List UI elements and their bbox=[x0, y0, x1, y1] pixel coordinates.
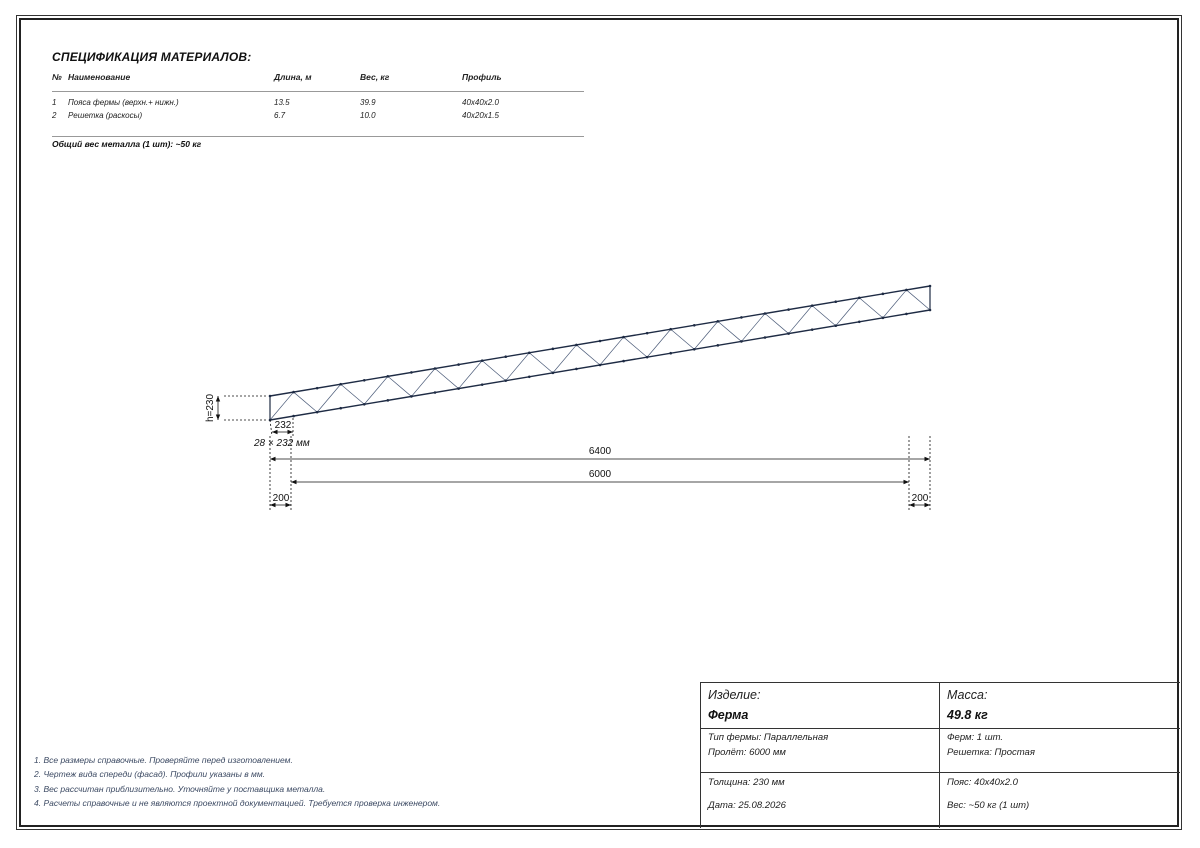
truss-node bbox=[693, 324, 696, 327]
truss-diagonal bbox=[765, 314, 789, 334]
truss-lattice: Решетка: Простая bbox=[947, 747, 1035, 758]
truss-node bbox=[363, 403, 366, 406]
truss-node bbox=[387, 375, 390, 378]
total-weight: Вес: ~50 кг (1 шт) bbox=[947, 800, 1030, 811]
note-item: 2. Чертеж вида спереди (фасад). Профили указаны в мм. bbox=[34, 769, 266, 780]
note-item: 4. Расчеты справочные и не являются проектной документацией. Требуется проверка инженером. bbox=[34, 797, 441, 808]
title-block-divider-h1 bbox=[701, 728, 1180, 729]
panels-label: 28 × 232 мм bbox=[254, 438, 310, 449]
truss-diagonal bbox=[812, 306, 836, 326]
truss-diagonal bbox=[906, 290, 930, 310]
truss-node bbox=[387, 399, 390, 402]
truss-diagonal bbox=[576, 345, 600, 365]
truss-diagonal bbox=[435, 369, 459, 389]
truss-diagonal bbox=[388, 376, 412, 396]
truss-node bbox=[905, 313, 908, 316]
truss-node bbox=[764, 312, 767, 315]
truss-diagonal bbox=[883, 290, 907, 318]
truss-type: Тип фермы: Параллельная bbox=[708, 732, 829, 743]
spec-cell-length: 6.7 bbox=[274, 111, 286, 120]
truss-diagonal bbox=[718, 321, 742, 341]
spec-cell-num: 1 bbox=[52, 98, 57, 107]
truss-node bbox=[504, 379, 507, 382]
truss-node bbox=[363, 379, 366, 382]
truss-node bbox=[575, 344, 578, 347]
truss-diagonal bbox=[789, 306, 813, 334]
truss-node bbox=[434, 391, 437, 394]
spec-header-length: Длина, м bbox=[274, 72, 312, 82]
truss-node bbox=[669, 352, 672, 355]
spec-cell-length: 13.5 bbox=[274, 98, 290, 107]
truss-diagonal bbox=[694, 321, 718, 349]
drawing-date: Дата: 25.08.2026 bbox=[708, 800, 786, 811]
truss-diagonal bbox=[624, 337, 648, 357]
truss-node bbox=[410, 395, 413, 398]
truss-node bbox=[622, 336, 625, 339]
truss-diagonal bbox=[553, 345, 577, 373]
truss-node bbox=[599, 364, 602, 367]
title-block-divider-h2 bbox=[701, 772, 1180, 773]
drawing-notes bbox=[34, 753, 440, 810]
spec-cell-name: Решетка (раскосы) bbox=[68, 111, 143, 120]
spec-cell-profile: 40x20x1.5 bbox=[462, 111, 499, 120]
truss-diagonal bbox=[741, 314, 765, 342]
truss-diagonal bbox=[482, 361, 506, 381]
truss-node bbox=[717, 320, 720, 323]
truss-node bbox=[504, 355, 507, 358]
truss-diagonal bbox=[341, 384, 365, 404]
truss-diagonal bbox=[411, 369, 435, 397]
spec-cell-weight: 39.9 bbox=[360, 98, 376, 107]
spec-header-weight: Вес, кг bbox=[360, 72, 390, 82]
title-block bbox=[700, 682, 1180, 828]
truss-node bbox=[292, 391, 295, 394]
truss-node bbox=[882, 293, 885, 296]
truss-node bbox=[316, 411, 319, 414]
truss-node bbox=[339, 407, 342, 410]
truss-node bbox=[552, 348, 555, 351]
truss-node bbox=[669, 328, 672, 331]
truss-node bbox=[834, 324, 837, 327]
truss-node bbox=[740, 316, 743, 319]
truss-diagonal bbox=[506, 353, 530, 381]
left-support-label: 200 bbox=[272, 493, 290, 504]
truss-node bbox=[929, 285, 932, 288]
spec-cell-weight: 10.0 bbox=[360, 111, 376, 120]
truss-node bbox=[787, 308, 790, 311]
height-dimension bbox=[218, 396, 268, 420]
spec-header-num: № bbox=[52, 72, 62, 82]
product-label: Изделие: bbox=[708, 688, 761, 702]
truss-node bbox=[457, 387, 460, 390]
truss-node bbox=[740, 340, 743, 343]
truss-node bbox=[882, 317, 885, 320]
truss-node bbox=[811, 328, 814, 331]
truss-node bbox=[764, 336, 767, 339]
chord-profile: Пояс: 40x40x2.0 bbox=[947, 777, 1018, 788]
truss-node bbox=[858, 296, 861, 299]
right-support-label: 200 bbox=[911, 493, 929, 504]
truss-node bbox=[410, 371, 413, 374]
truss-span: Пролёт: 6000 мм bbox=[708, 747, 786, 758]
note-item: 1. Все размеры справочные. Проверяйте перед изготовлением. bbox=[34, 755, 293, 765]
mass-label: Масса: bbox=[947, 688, 988, 702]
spec-cell-num: 2 bbox=[52, 111, 57, 120]
truss-node bbox=[717, 344, 720, 347]
spec-header-profile: Профиль bbox=[462, 72, 502, 82]
truss-node bbox=[481, 383, 484, 386]
truss-node bbox=[811, 304, 814, 307]
truss-node bbox=[834, 300, 837, 303]
truss-node bbox=[646, 332, 649, 335]
truss-web bbox=[270, 290, 930, 420]
truss-node bbox=[929, 309, 932, 312]
truss-diagonal bbox=[270, 392, 294, 420]
height-label: h=230 bbox=[205, 393, 216, 423]
truss-node bbox=[599, 340, 602, 343]
truss-diagonal bbox=[859, 298, 883, 318]
truss-diagonal bbox=[647, 329, 671, 357]
span-length-label: 6000 bbox=[588, 469, 612, 480]
truss-nodes bbox=[269, 285, 932, 422]
mass-value: 49.8 кг bbox=[947, 708, 988, 722]
truss-node bbox=[622, 360, 625, 363]
truss-node bbox=[528, 351, 531, 354]
truss-node bbox=[905, 289, 908, 292]
truss-node bbox=[339, 383, 342, 386]
truss-node bbox=[434, 367, 437, 370]
truss-diagonal bbox=[459, 361, 483, 389]
spec-cell-name: Пояса фермы (верхн.+ нижн.) bbox=[68, 98, 179, 107]
note-item: 3. Вес рассчитан приблизительно. Уточняйте у поставщика металла. bbox=[34, 783, 326, 794]
spec-total-weight: Общий вес металла (1 шт): ~50 кг bbox=[52, 139, 202, 149]
overall-length-label: 6400 bbox=[588, 446, 612, 457]
spec-title: СПЕЦИФИКАЦИЯ МАТЕРИАЛОВ: bbox=[52, 50, 252, 64]
panel-label: 232 bbox=[274, 420, 292, 431]
truss-diagonal bbox=[529, 353, 553, 373]
truss-diagonal bbox=[671, 329, 695, 349]
truss-node bbox=[858, 320, 861, 323]
truss-node bbox=[269, 395, 272, 398]
truss-node bbox=[787, 332, 790, 335]
truss-node bbox=[528, 375, 531, 378]
truss-node bbox=[575, 368, 578, 371]
product-value: Ферма bbox=[708, 708, 749, 722]
spec-cell-profile: 40x40x2.0 bbox=[462, 98, 499, 107]
truss-diagonal bbox=[294, 392, 318, 412]
title-block-divider-v bbox=[939, 683, 940, 828]
truss-node bbox=[693, 348, 696, 351]
truss-node bbox=[552, 372, 555, 375]
spec-header-name: Наименование bbox=[68, 72, 131, 82]
panel-ext-left bbox=[270, 420, 272, 436]
truss-node bbox=[481, 359, 484, 362]
truss-diagonal bbox=[836, 298, 860, 326]
truss-node bbox=[646, 356, 649, 359]
truss-node bbox=[292, 415, 295, 418]
truss-thickness: Толщина: 230 мм bbox=[708, 777, 785, 788]
truss-count: Ферм: 1 шт. bbox=[947, 732, 1004, 743]
truss-diagonal bbox=[364, 376, 388, 404]
truss-node bbox=[316, 387, 319, 390]
truss-diagonal bbox=[317, 384, 341, 412]
truss-node bbox=[457, 363, 460, 366]
truss-diagonal bbox=[600, 337, 624, 365]
